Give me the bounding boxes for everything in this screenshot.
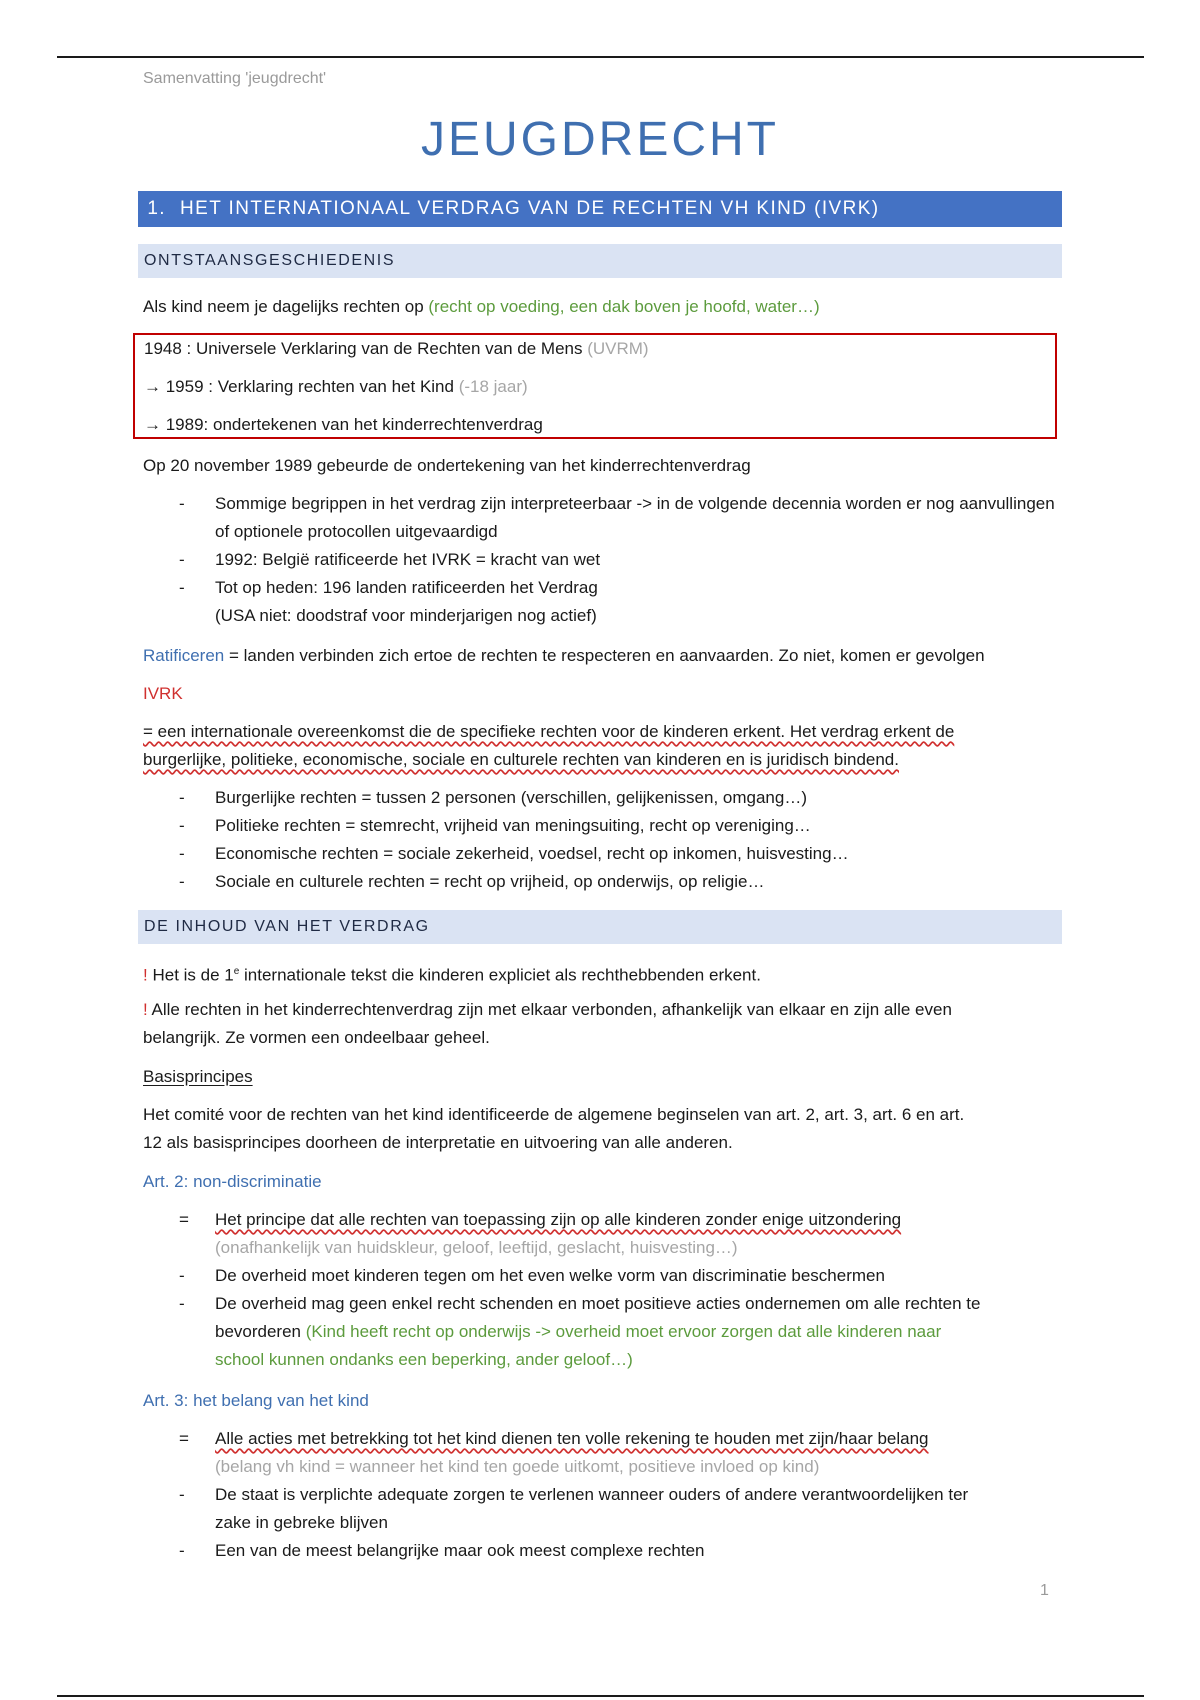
list-item: - De staat is verplichte adequate zorgen te verlenen wanneer ouders of andere verantwoordelijken ter xyxy=(179,1485,969,1504)
timeline-item: → 1989: ondertekenen van het kinderrechtenverdrag xyxy=(144,415,543,434)
subheading-inhoud-verdrag: DE INHOUD VAN HET VERDRAG xyxy=(138,910,1062,944)
intro-example: (recht op voeding, een dak boven je hoofd, water…) xyxy=(428,297,820,316)
art3-list xyxy=(143,1425,1055,1565)
timeline-item: → 1959 : Verklaring rechten van het Kind (-18 jaar) xyxy=(144,377,528,396)
ratify-definition: Ratificeren = landen verbinden zich ertoe de rechten te respecteren en aanvaarden. Zo niet, komen er gevolgen xyxy=(143,646,985,665)
list-item: - De overheid moet kinderen tegen om het even welke vorm van discriminatie beschermen xyxy=(179,1266,885,1285)
exclamation-icon: ! xyxy=(143,965,148,985)
art2-heading: Art. 2: non-discriminatie xyxy=(143,1172,322,1191)
list-item: - Sociale en culturele rechten = recht op vrijheid, op onderwijs, op religie… xyxy=(179,872,765,891)
list-item: - De overheid mag geen enkel recht schenden en moet positieve acties ondernemen om alle rechten te xyxy=(179,1294,981,1313)
timeline-item: 1948 : Universele Verklaring van de Rechten van de Mens (UVRM) xyxy=(144,339,649,358)
ratify-term: Ratificeren xyxy=(143,646,225,665)
list-item: - Economische rechten = sociale zekerheid, voedsel, recht op inkomen, huisvesting… xyxy=(179,844,849,863)
list-item: - Sommige begrippen in het verdrag zijn interpreteerbaar -> in de volgende decennia worden er nog aanvullingen of optionele protocollen uitgevaardigd xyxy=(179,494,1055,541)
list-item: zake in gebreke blijven xyxy=(215,1513,388,1532)
note-all-rights: ! Alle rechten in het kinderrechtenverdrag zijn met elkaar verbonden, afhankelijk van elkaar en zijn alle even belangrijk. Ze vormen een ondeelbaar geheel. xyxy=(143,1000,952,1047)
basisprincipes-paragraph: Het comité voor de rechten van het kind identificeerde de algemene beginselen van art. 2, art. 3, art. 6 en art. 12 als basisprincipes doorheen de interpretatie en uitvoering van alle anderen. xyxy=(143,1105,965,1152)
list-item: (USA niet: doodstraf voor minderjarigen nog actief) xyxy=(215,606,597,625)
intro-paragraph xyxy=(143,293,1055,321)
subheading-ontstaansgeschiedenis: ONTSTAANSGESCHIEDENIS xyxy=(138,244,1062,278)
section-heading-1 xyxy=(138,191,1062,227)
history-bullets xyxy=(143,490,1055,630)
list-item: (belang vh kind = wanneer het kind ten goede uitkomt, positieve invloed op kind) xyxy=(215,1457,820,1476)
art3-heading: Art. 3: het belang van het kind xyxy=(143,1391,369,1410)
note-first-text: ! Het is de 1e internationale tekst die kinderen expliciet als rechthebbenden erkent. xyxy=(143,965,761,985)
list-item: = Alle acties met betrekking tot het kind dienen ten volle rekening te houden met zijn/haar belang xyxy=(179,1429,929,1448)
list-item: (onafhankelijk van huidskleur, geloof, leeftijd, geslacht, huisvesting…) xyxy=(215,1238,738,1257)
list-item: school kunnen ondanks een beperking, ander geloof…) xyxy=(215,1350,633,1369)
timeline-box xyxy=(133,333,1057,439)
running-header: Samenvatting 'jeugdrecht' xyxy=(143,70,327,87)
section-number: 1. xyxy=(147,198,166,219)
list-item: - Tot op heden: 196 landen ratificeerden het Verdrag xyxy=(179,578,598,597)
exclamation-icon: ! xyxy=(143,1000,148,1019)
intro-text: Als kind neem je dagelijks rechten op xyxy=(143,297,429,316)
art2-list xyxy=(143,1206,1055,1374)
ivrk-term: IVRK xyxy=(143,684,183,703)
list-item: - Een van de meest belangrijke maar ook meest complexe rechten xyxy=(179,1541,705,1560)
list-item: = Het principe dat alle rechten van toepassing zijn op alle kinderen zonder enige uitzondering xyxy=(179,1210,902,1229)
list-item: bevorderen (Kind heeft recht op onderwijs -> overheid moet ervoor zorgen dat alle kinderen naar xyxy=(215,1322,942,1341)
section-heading-text: HET INTERNATIONAAL VERDRAG VAN DE RECHTEN VH KIND (IVRK) xyxy=(180,198,880,219)
basisprincipes-heading: Basisprincipes xyxy=(143,1067,253,1086)
list-item: - 1992: België ratificeerde het IVRK = kracht van wet xyxy=(179,550,601,569)
list-item: - Politieke rechten = stemrecht, vrijheid van meningsuiting, recht op vereniging… xyxy=(179,816,811,835)
list-item: - Burgerlijke rechten = tussen 2 personen (verschillen, gelijkenissen, omgang…) xyxy=(179,788,808,807)
document-title: JEUGDRECHT xyxy=(420,113,779,166)
page-number: 1 xyxy=(1040,1582,1049,1599)
ivrk-definition: = een internationale overeenkomst die de specifieke rechten voor de kinderen erkent. Het verdrag erkent de burgerlijke, politieke, economische, sociale en culturele rechten van kinderen en is juridisch bindend. xyxy=(143,722,955,769)
rights-bullets xyxy=(143,784,1055,896)
signing-paragraph: Op 20 november 1989 gebeurde de ondertekening van het kinderrechtenverdrag xyxy=(143,456,751,475)
bottom-rule xyxy=(57,1695,1144,1697)
